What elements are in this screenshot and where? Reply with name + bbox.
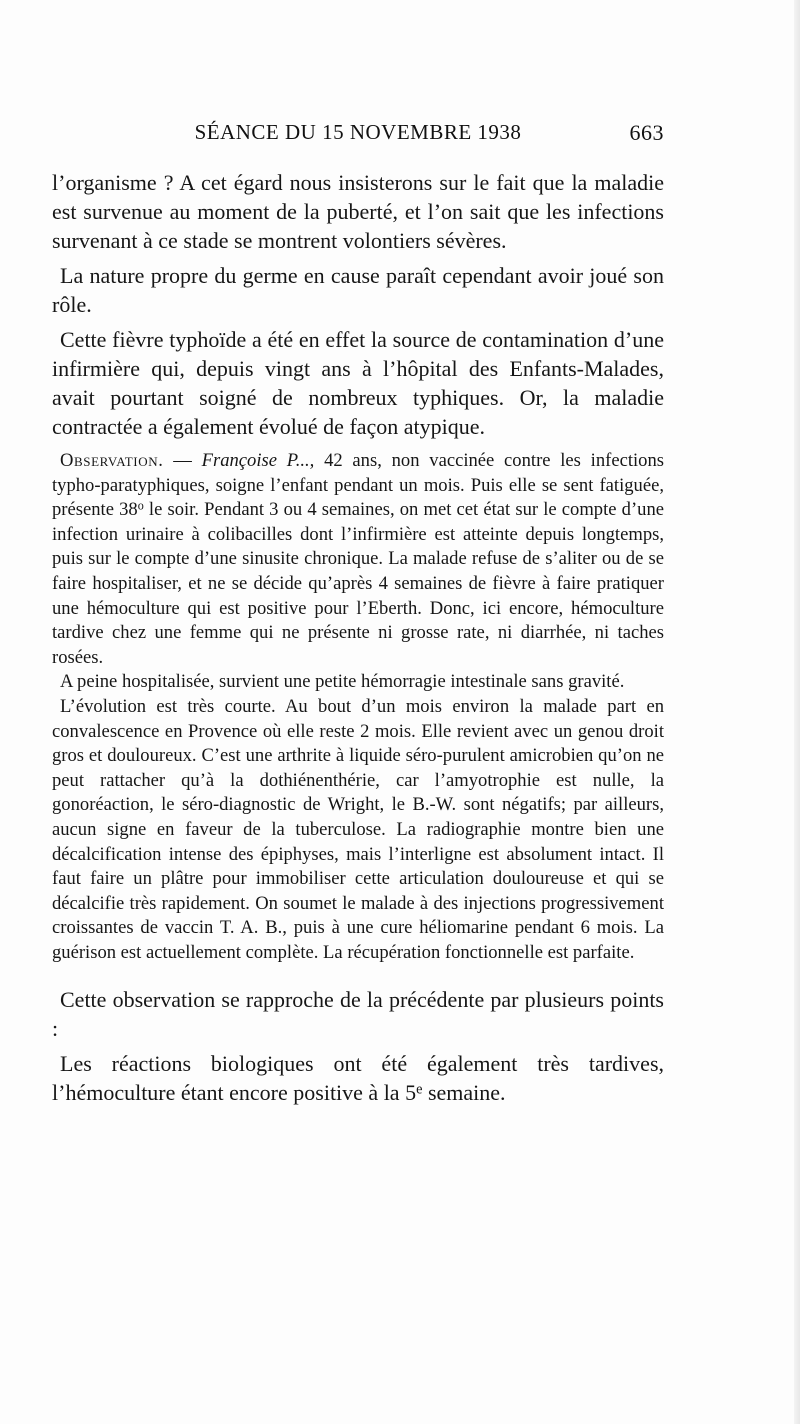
- observation-paragraph-1: [52, 449, 664, 670]
- conclusion-text-a: Les réactions biologiques ont été également très tardives, l’hémoculture étant encore positive à la 5: [52, 1051, 664, 1106]
- observation-paragraph-3: L’évolution est très courte. Au bout d’un mois environ la malade part en convalescence en Provence où elle reste 2 mois. Elle revient avec un genou droit gros et douloureux. C’est une arthrite à liquide séro-purulent amicrobien qu’on ne peut rattacher qu’à la dothiénenthérie, car l’amyotrophie est nulle, la gonoréaction, le séro-diagnostic de Wright, le B.-W. sont négatifs; par ailleurs, aucun signe en faveur de la tuberculose. La radiographie montre bien une décalcification intense des épiphyses, mais l’interligne est absolument intact. Il faut faire un plâtre pour immobiliser cette articulation douloureuse et qui se décalcifie très rapidement. On soumet le malade à des injections progressivement croissantes de vaccin T. A. B., puis à une cure héliomarine pendant 6 mois. La guérison est actuellement complète. La récupération fonctionnelle est parfaite.: [52, 695, 664, 963]
- observation-dash: —: [163, 450, 202, 471]
- page-number: 663: [629, 120, 664, 145]
- paragraph-3: Cette fièvre typhoïde a été en effet la source de contamination d’une infirmière qui, depuis vingt ans à l’hôpital des Enfants-Malades, avait pourtant soigné de nombreux typhiques. Or, la maladie contractée a également évolué de façon atypique.: [52, 327, 664, 439]
- conclusion-text-b: semaine.: [422, 1080, 506, 1106]
- running-head: [52, 120, 664, 150]
- paragraph-2: La nature propre du germe en cause paraît cependant avoir joué son rôle.: [52, 263, 664, 317]
- body-text: [52, 168, 664, 1113]
- observation-text-a: 42 ans, non vaccinée contre les infections typho-paratyphiques, soigne l’enfant pendant un mois. Puis elle se sent fatiguée, présente 38: [52, 450, 665, 521]
- paragraph-1: l’organisme ? A cet égard nous insisterons sur le fait que la maladie est survenue au moment de la puberté, et l’on sait que les infections survenant à ce stade se montrent volontiers sévères.: [52, 170, 664, 253]
- conclusion-paragraph-1: Cette observation se rapproche de la précédente par plusieurs points :: [52, 987, 664, 1042]
- running-title: SÉANCE DU 15 NOVEMBRE 1938: [194, 120, 522, 144]
- page-edge: [794, 0, 800, 1424]
- patient-name: Françoise P...,: [201, 450, 315, 471]
- observation-paragraph-2: A peine hospitalisée, survient une petite hémorragie intestinale sans gravité.: [60, 671, 625, 693]
- ordinal-suffix: e: [416, 1082, 423, 1099]
- observation-text-b: le soir. Pendant 3 ou 4 semaines, on met cet état sur le compte d’une infection urinaire à colibacilles dont l’infirmière est atteinte depuis longtemps, puis sur le compte d’une sinusite chronique. La malade refuse de s’aliter ou de se faire hospitaliser, et ne se décide qu’après 4 semaines de fièvre à faire pratiquer une hémoculture qui est positive pour l’Eberth. Donc, ici encore, hémoculture tardive chez une femme qui ne présente ni grosse rate, ni diarrhée, ni taches rosées.: [52, 499, 664, 668]
- degree-mark: o: [137, 498, 144, 513]
- observation-label: Observation.: [60, 450, 164, 471]
- conclusion-paragraph-2: [52, 1049, 664, 1107]
